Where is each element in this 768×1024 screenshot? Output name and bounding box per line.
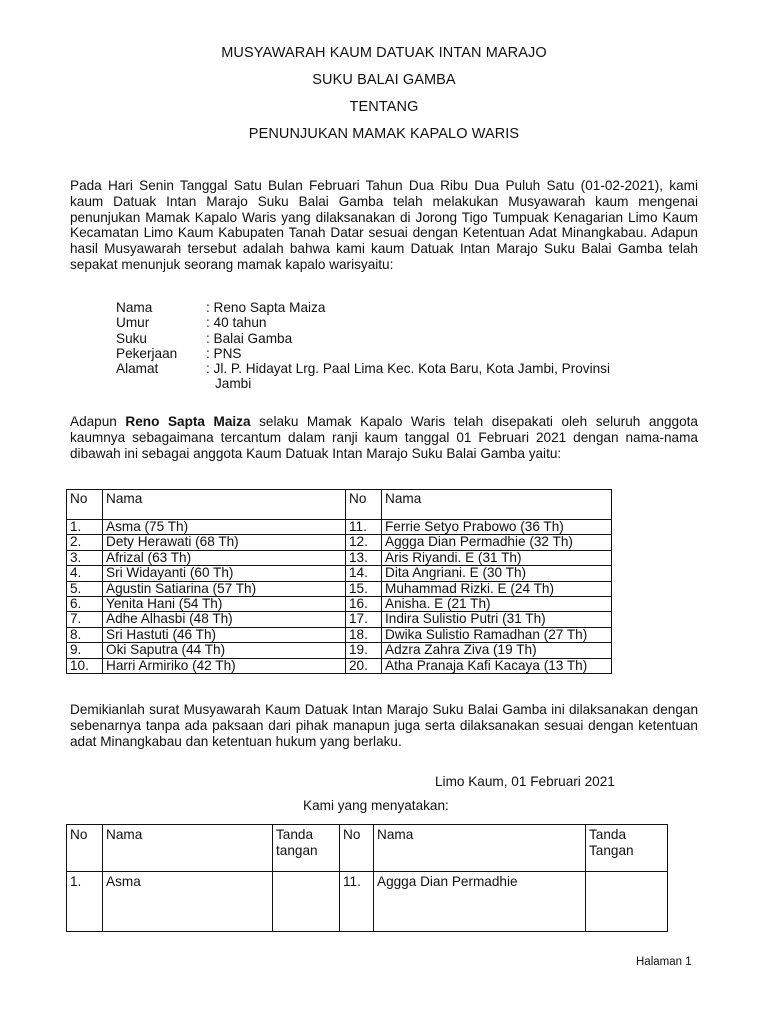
- signature-cell: [273, 872, 340, 932]
- table-cell: Harri Armiriko (42 Th): [103, 658, 346, 673]
- table-row: [67, 550, 612, 565]
- identity-label: Nama: [116, 300, 153, 315]
- table-cell: Asma (75 Th): [103, 520, 346, 535]
- table-row: [67, 872, 668, 932]
- table-cell: 2.: [67, 535, 103, 550]
- doc-title-line-3: TENTANG: [349, 99, 419, 115]
- identity-row: [116, 315, 676, 330]
- table-cell: 5.: [67, 581, 103, 596]
- table-cell: 1.: [67, 872, 103, 932]
- closing-paragraph: Demikianlah surat Musyawarah Kaum Datuak Intan Marajo Suku Balai Gamba ini dilaksanakan dengan sebenarnya tanpa ada paksaan dari pihak manapun juga serta dilaksanakan sesuai dengan ketentuan adat Minangkabau dan ketentuan hukum yang berlaku.: [70, 702, 698, 749]
- table-header-row: [67, 490, 612, 520]
- table-cell: 14.: [346, 566, 382, 581]
- table-row: [67, 535, 612, 550]
- column-header: No: [67, 490, 103, 520]
- table-cell: 16.: [346, 597, 382, 612]
- column-header: Nama: [374, 825, 586, 872]
- table-cell: Atha Pranaja Kafi Kacaya (13 Th): [382, 658, 612, 673]
- table-cell: Ferrie Setyo Prabowo (36 Th): [382, 520, 612, 535]
- members-intro-text: selaku Mamak Kapalo Waris telah disepakati oleh seluruh anggota kaumnya sebagaimana tercantum dalam ranji kaum tanggal 01 Februari 2021 dengan nama-nama dibawah ini sebagai anggota Kaum Datuak Intan Marajo Suku Balai Gamba yaitu:: [70, 414, 698, 461]
- table-cell: Dita Angriani. E (30 Th): [382, 566, 612, 581]
- table-cell: Asma: [103, 872, 273, 932]
- identity-value: : Reno Sapta Maiza: [206, 300, 326, 315]
- table-cell: 19.: [346, 643, 382, 658]
- declarer-label: Kami yang menyatakan:: [303, 798, 449, 813]
- table-cell: 7.: [67, 612, 103, 627]
- table-cell: Agustin Satiarina (57 Th): [103, 581, 346, 596]
- table-cell: 20.: [346, 658, 382, 673]
- table-cell: 18.: [346, 627, 382, 642]
- table-cell: 10.: [67, 658, 103, 673]
- column-header: No: [67, 825, 103, 872]
- table-cell: 8.: [67, 627, 103, 642]
- identity-value: : 40 tahun: [206, 315, 267, 331]
- table-cell: Anisha. E (21 Th): [382, 597, 612, 612]
- table-row: [67, 597, 612, 612]
- table-row: [67, 643, 612, 658]
- column-header: No: [346, 490, 382, 520]
- column-header: No: [340, 825, 374, 872]
- column-header: Nama: [382, 490, 612, 520]
- column-header: Nama: [103, 490, 346, 520]
- table-cell: Sri Hastuti (46 Th): [103, 627, 346, 642]
- table-row: [67, 581, 612, 596]
- table-cell: Adhe Alhasbi (48 Th): [103, 612, 346, 627]
- doc-title-line-2: SUKU BALAI GAMBA: [312, 72, 456, 88]
- doc-title-line-4: PENUNJUKAN MAMAK KAPALO WARIS: [248, 126, 520, 142]
- identity-block: [116, 300, 676, 392]
- table-row: [67, 566, 612, 581]
- table-cell: Afrizal (63 Th): [103, 550, 346, 565]
- doc-title-line-1: MUSYAWARAH KAUM DATUAK INTAN MARAJO: [221, 45, 547, 61]
- table-cell: Aris Riyandi. E (31 Th): [382, 550, 612, 565]
- table-cell: Dety Herawati (68 Th): [103, 535, 346, 550]
- table-cell: Muhammad Rizki. E (24 Th): [382, 581, 612, 596]
- table-cell: 13.: [346, 550, 382, 565]
- identity-label: Umur: [116, 315, 150, 331]
- identity-label: Suku: [116, 330, 147, 346]
- table-cell: 17.: [346, 612, 382, 627]
- kapalo-waris-name: Reno Sapta Maiza: [125, 414, 251, 429]
- table-row: [67, 520, 612, 535]
- table-row: [67, 658, 612, 673]
- identity-value: [206, 361, 676, 392]
- identity-row: [116, 361, 676, 392]
- table-row: [67, 612, 612, 627]
- signature-cell: [586, 872, 668, 932]
- page-number: Halaman 1: [636, 956, 692, 968]
- table-cell: Adzra Zahra Ziva (19 Th): [382, 643, 612, 658]
- table-cell: Oki Saputra (44 Th): [103, 643, 346, 658]
- identity-value: : PNS: [206, 345, 242, 361]
- column-header: Tanda Tangan: [586, 825, 668, 872]
- identity-row: [116, 300, 676, 315]
- column-header: Nama: [103, 825, 273, 872]
- identity-label: Pekerjaan: [116, 345, 178, 361]
- identity-row: [116, 331, 676, 346]
- identity-value: : Balai Gamba: [206, 330, 293, 346]
- table-cell: 6.: [67, 597, 103, 612]
- signers-table: [66, 824, 668, 932]
- address-line-1: : Jl. P. Hidayat Lrg. Paal Lima Kec. Kota Baru, Kota Jambi, Provinsi: [206, 361, 610, 377]
- table-cell: 9.: [67, 643, 103, 658]
- table-cell: 15.: [346, 581, 382, 596]
- table-row: [67, 627, 612, 642]
- table-cell: Dwika Sulistio Ramadhan (27 Th): [382, 627, 612, 642]
- intro-paragraph: Pada Hari Senin Tanggal Satu Bulan Februari Tahun Dua Ribu Dua Puluh Satu (01-02-2021), kami kaum Datuak Intan Marajo Suku Balai Gamba telah melakukan Musyawarah kaum mengenai penunjukan Mamak Kapalo Waris yang dilaksanakan di Jorong Tigo Tumpuak Kenagarian Limo Kaum Kecamatan Limo Kaum Kabupaten Tanah Datar sesuai dengan Ketentuan Adat Minangkabau. Adapun hasil Musyawarah tersebut adalah bahwa kami kaum Datuak Intan Marajo Suku Balai Gamba telah sepakat menunjuk seorang mamak kapalo warisyaitu:: [70, 178, 698, 272]
- table-cell: Aggga Dian Permadhie: [374, 872, 586, 932]
- table-cell: Aggga Dian Permadhie (32 Th): [382, 535, 612, 550]
- table-cell: 11.: [346, 520, 382, 535]
- table-cell: 11.: [340, 872, 374, 932]
- table-cell: 1.: [67, 520, 103, 535]
- identity-row: [116, 346, 676, 361]
- members-intro-paragraph: [70, 414, 698, 461]
- table-cell: 4.: [67, 566, 103, 581]
- members-intro-text: Adapun: [70, 414, 126, 429]
- table-cell: Sri Widayanti (60 Th): [103, 566, 346, 581]
- table-cell: Yenita Hani (54 Th): [103, 597, 346, 612]
- column-header: Tanda tangan: [273, 825, 340, 872]
- table-cell: Indira Sulistio Putri (31 Th): [382, 612, 612, 627]
- table-cell: 12.: [346, 535, 382, 550]
- place-date: Limo Kaum, 01 Februari 2021: [435, 774, 615, 789]
- members-table: [66, 489, 612, 674]
- table-header-row: [67, 825, 668, 872]
- table-cell: 3.: [67, 550, 103, 565]
- identity-label: Alamat: [116, 361, 159, 377]
- address-line-2: Jambi: [215, 376, 252, 392]
